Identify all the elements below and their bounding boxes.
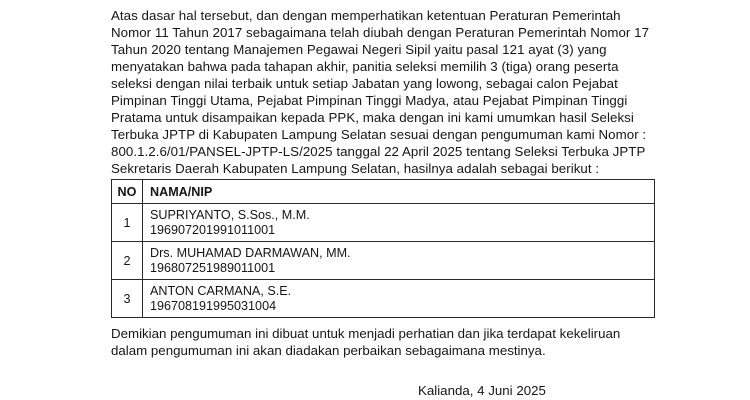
intro-line: Pratama untuk disampaikan kepada PPK, maka dengan ini kami umumkan hasil Seleksi xyxy=(111,110,634,125)
candidate-nip: 196907201991011001 xyxy=(150,222,276,237)
row-name-nip-cell xyxy=(143,204,655,242)
table-row xyxy=(112,280,655,318)
header-name-nip: NAMA/NIP xyxy=(143,180,655,204)
intro-line: Pimpinan Tinggi Utama, Pejabat Pimpinan Tinggi Madya, atau Pejabat Pimpinan Tinggi xyxy=(111,93,628,108)
place-date: Kalianda, 4 Juni 2025 xyxy=(418,383,546,398)
candidate-name: Drs. MUHAMAD DARMAWAN, MM. xyxy=(150,246,351,260)
candidate-nip: 196708191995031004 xyxy=(150,298,277,313)
row-name-nip-cell xyxy=(143,280,655,318)
table-row xyxy=(112,204,655,242)
intro-line: Sekretaris Daerah Kabupaten Lampung Selatan, hasilnya adalah sebagai berikut : xyxy=(111,161,600,176)
candidate-name: SUPRIYANTO, S.Sos., M.M. xyxy=(150,208,310,222)
row-number: 3 xyxy=(112,280,143,318)
table-row xyxy=(112,242,655,280)
intro-line: Tahun 2020 tentang Manajemen Pegawai Negeri Sipil yaitu pasal 121 ayat (3) yang xyxy=(111,42,607,57)
row-number: 2 xyxy=(112,242,143,280)
intro-line: Terbuka JPTP di Kabupaten Lampung Selatan sesuai dengan pengumuman kami Nomor : xyxy=(111,127,647,142)
closing-line: Demikian pengumuman ini dibuat untuk menjadi perhatian dan jika terdapat kekeliruan xyxy=(111,326,621,341)
intro-line: Atas dasar hal tersebut, dan dengan memperhatikan ketentuan Peraturan Pemerintah xyxy=(111,8,621,23)
table-header-row xyxy=(112,180,655,204)
candidate-nip: 196807251989011001 xyxy=(150,260,276,275)
candidate-name: ANTON CARMANA, S.E. xyxy=(150,284,292,298)
intro-line: seleksi dengan nilai terbaik untuk setiap Jabatan yang lowong, sebagai calon Pejabat xyxy=(111,76,618,91)
row-number: 1 xyxy=(112,204,143,242)
intro-line: Nomor 11 Tahun 2017 sebagaimana telah diubah dengan Peraturan Pemerintah Nomor 17 xyxy=(111,25,650,40)
header-no: NO xyxy=(112,180,143,204)
closing-line: dalam pengumuman ini akan diadakan perbaikan sebagaimana mestinya. xyxy=(111,343,546,358)
intro-line: menyatakan bahwa pada tahapan akhir, panitia seleksi memilih 3 (tiga) orang peserta xyxy=(111,59,619,74)
results-table xyxy=(111,179,655,318)
row-name-nip-cell xyxy=(143,242,655,280)
intro-line: 800.1.2.6/01/PANSEL-JPTP-LS/2025 tanggal 22 April 2025 tentang Seleksi Terbuka JPTP xyxy=(111,144,646,159)
